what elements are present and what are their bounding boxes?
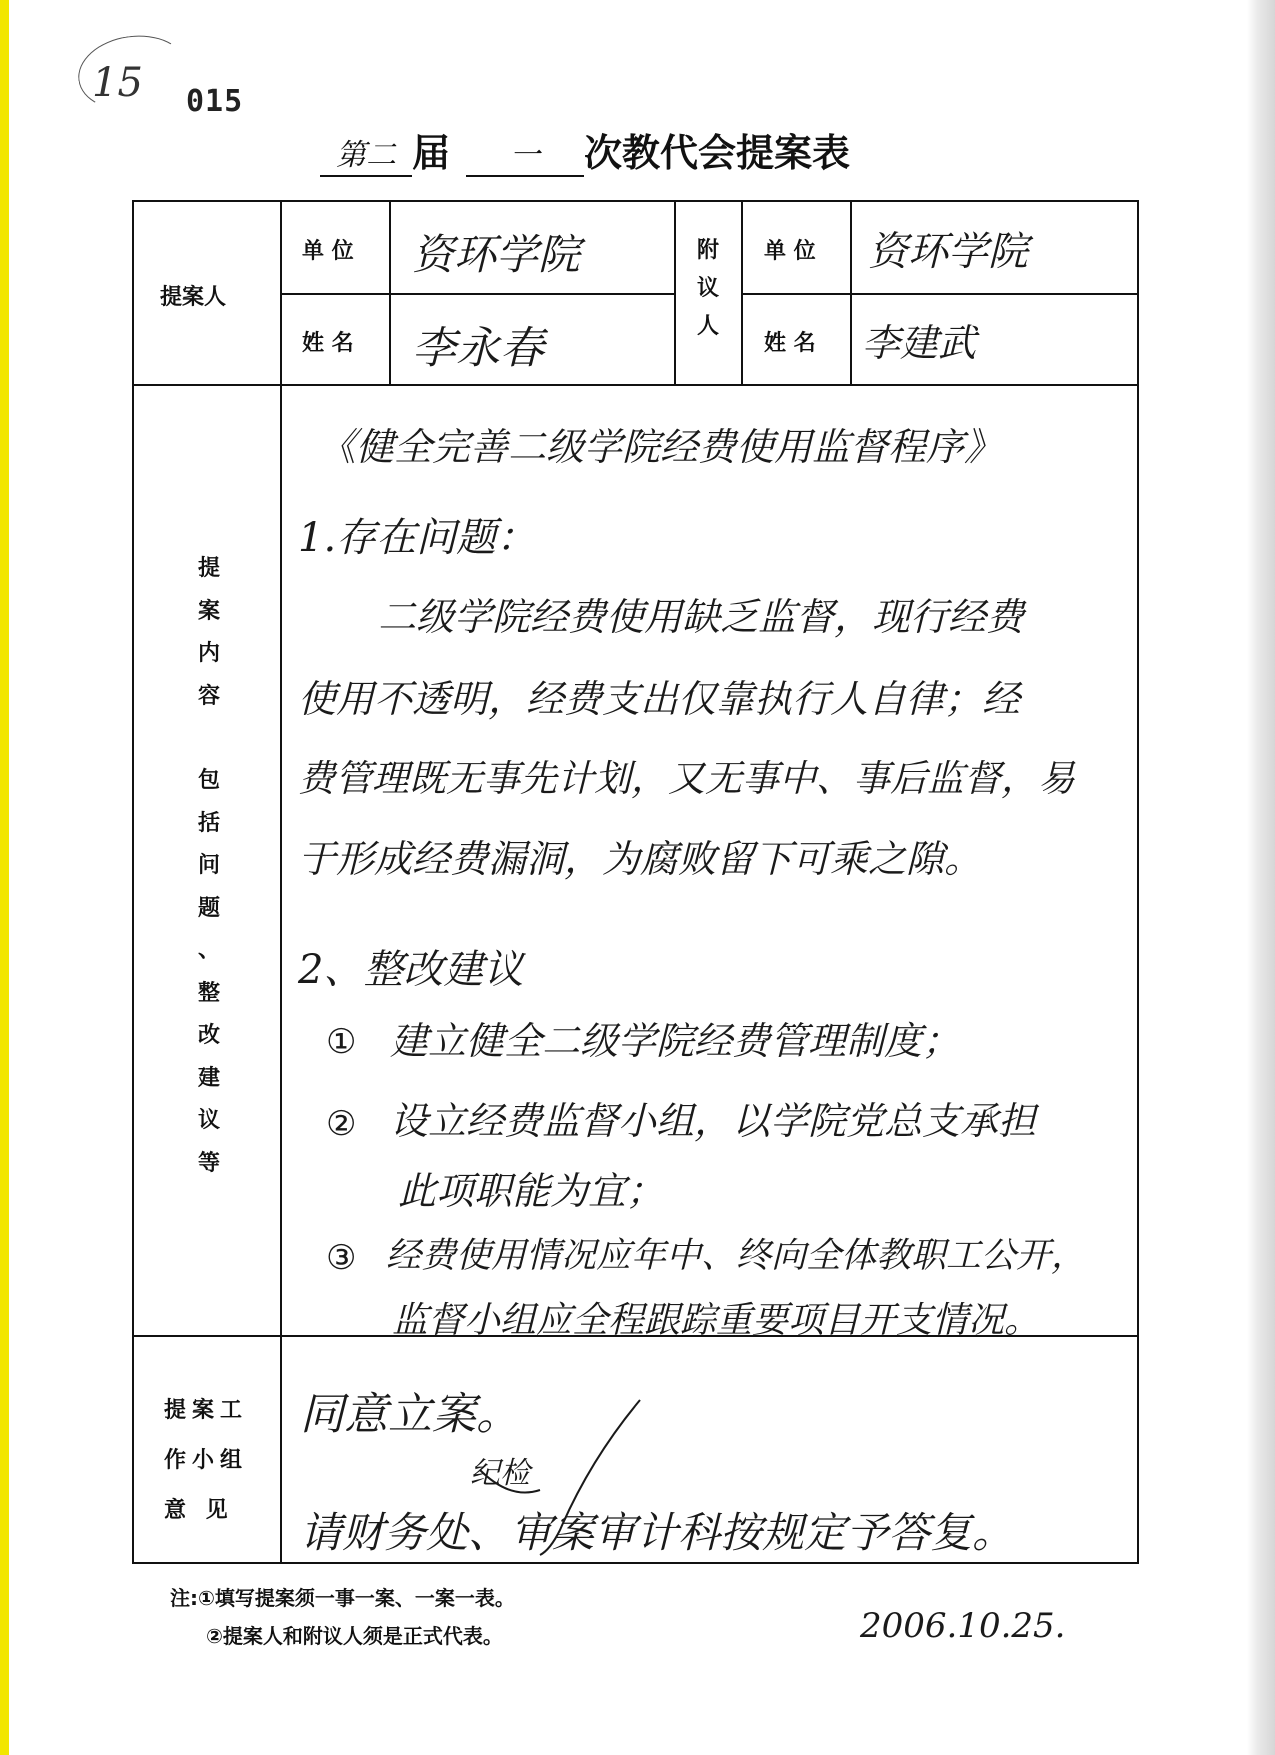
- section1-line: 使用不透明，经费支出仅靠执行人自律；经: [298, 677, 1021, 721]
- proposer-name-value: 李永春: [412, 323, 544, 374]
- content-label-char: 内: [197, 641, 220, 666]
- content-label-char: 案: [197, 598, 220, 624]
- suggestion-number: ③: [326, 1238, 357, 1278]
- page-edge-shadow: [1247, 0, 1275, 1755]
- meeting-fill: 一: [510, 138, 541, 173]
- opinion-label-row: 作小组: [164, 1448, 249, 1473]
- seconder-label-char: 附: [696, 238, 719, 263]
- opinion-label-row: 提案工: [164, 1398, 249, 1423]
- seconder-label-char: 人: [696, 314, 719, 339]
- suggestion-line: 设立经费监督小组，以学院党总支承担: [390, 1099, 1037, 1143]
- suggestion-line: 此项职能为宜；: [398, 1169, 665, 1213]
- label-column-line: [280, 200, 282, 1564]
- page-edge-yellow: [0, 0, 9, 1755]
- table-border-left: [132, 200, 134, 1564]
- content-label-char: 整: [197, 980, 220, 1006]
- title-text-2: 次教代会提案表: [584, 130, 851, 175]
- session-fill: 第二: [336, 138, 396, 173]
- seconder-label-char: 议: [696, 276, 719, 301]
- content-label-char: 问: [197, 853, 220, 878]
- title-text-1: 届: [412, 130, 451, 175]
- seconder-name-value: 李建武: [862, 321, 977, 365]
- opinion-label: [164, 1386, 248, 1536]
- opinion-label-row: 意 见: [164, 1498, 234, 1523]
- seconder-unit-label: 单 位: [764, 239, 816, 264]
- content-label: [194, 548, 224, 1185]
- section1-line: 于形成经费漏洞，为腐败留下可乘之隙。: [298, 837, 983, 881]
- opinion-date: 2006.10.25.: [860, 1606, 1066, 1646]
- seconder-row-line: [741, 293, 1139, 295]
- suggestion-number: ①: [326, 1022, 357, 1062]
- session-blank: [320, 129, 412, 177]
- content-label-char: 建: [197, 1065, 220, 1091]
- content-label-char: 等: [197, 1150, 220, 1176]
- content-label-char: 提: [197, 556, 220, 581]
- suggestion-line: 建立健全二级学院经费管理制度；: [390, 1019, 961, 1063]
- content-label-char: 包: [197, 768, 220, 793]
- content-label-char: [194, 718, 224, 760]
- section1-title: 1.存在问题：: [298, 515, 537, 561]
- section1-line: 费管理既无事先计划，又无事中、事后监督，易: [298, 757, 1075, 800]
- seconder-unit-value: 资环学院: [868, 229, 1028, 275]
- meeting-blank: [466, 129, 584, 177]
- content-label-char: 容: [197, 683, 220, 709]
- table-border-top: [132, 200, 1139, 202]
- proposal-heading: 《健全完善二级学院经费使用监督程序》: [318, 425, 1003, 469]
- seconder-name-label: 姓 名: [764, 331, 816, 356]
- section2-title: 2、整改建议: [298, 947, 524, 993]
- note-1: 注:①填写提案须一事一案、一案一表。: [170, 1586, 515, 1610]
- content-label-char: 议: [197, 1108, 220, 1133]
- table-border-right: [1137, 200, 1139, 1564]
- insertion-stroke: [470, 1390, 670, 1560]
- content-label-char: 括: [197, 810, 220, 836]
- content-label-char: 、: [197, 938, 220, 963]
- content-label-char: 题: [197, 895, 220, 921]
- suggestion-line: 监督小组应全程跟踪重要项目开支情况。: [392, 1300, 1041, 1341]
- suggestion-number: ②: [326, 1104, 357, 1144]
- opinion-line-2: 请财务处、审案审计科按规定予答复。: [300, 1508, 1015, 1557]
- section1-line: 二级学院经费使用缺乏监督，现行经费: [378, 595, 1025, 639]
- header-bottom-line: [132, 384, 1139, 386]
- proposer-label: 提案人: [160, 285, 227, 310]
- proposer-unit-label: 单 位: [302, 239, 354, 264]
- opinion-insert: 纪检: [470, 1456, 530, 1491]
- handwritten-mark: 15: [92, 60, 143, 106]
- seconder-label: [693, 232, 723, 346]
- table-border-bottom: [132, 1562, 1139, 1564]
- proposer-unit-value: 资环学院: [412, 230, 581, 279]
- proposer-row-line: [280, 293, 675, 295]
- proposer-name-label: 姓 名: [302, 331, 354, 356]
- document-number: 015: [186, 84, 244, 119]
- opinion-line-1: 同意立案。: [300, 1389, 520, 1440]
- content-label-char: 改: [197, 1023, 220, 1048]
- note-2: ②提案人和附议人须是正式代表。: [206, 1624, 503, 1648]
- suggestion-line: 经费使用情况应年中、终向全体教职工公开，: [386, 1236, 1087, 1276]
- form-title: [320, 122, 850, 177]
